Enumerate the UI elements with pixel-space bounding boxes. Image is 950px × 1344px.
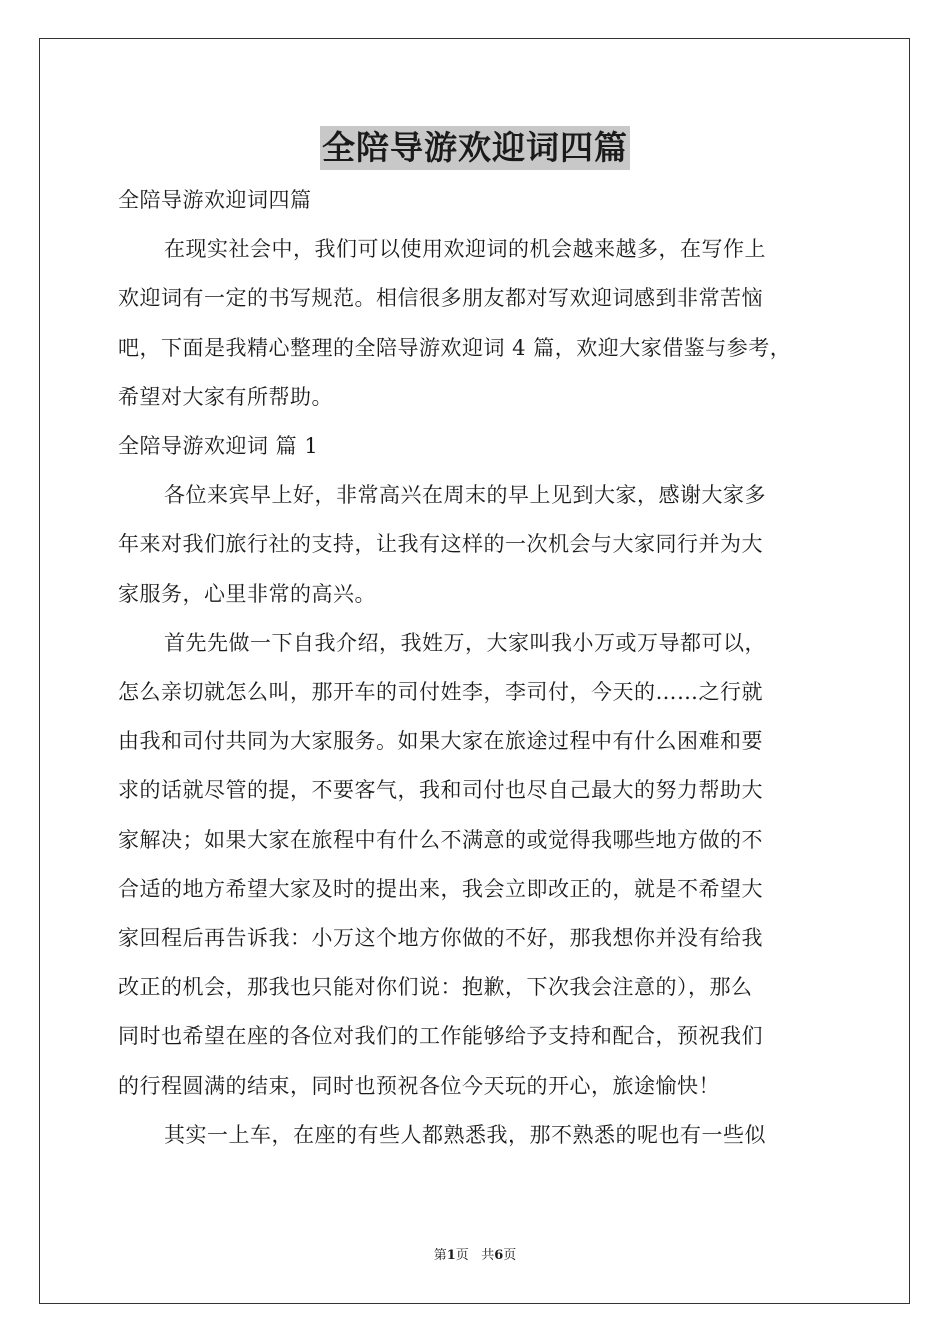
text-line: 希望对大家有所帮助。 — [118, 384, 333, 409]
text-line: 的行程圆满的结束，同时也预祝各位今天玩的开心，旅途愉快！ — [118, 1073, 720, 1098]
text-line: 全陪导游欢迎词 篇 1 — [118, 434, 319, 459]
text-line: 同时也希望在座的各位对我们的工作能够给予支持和配合，预祝我们 — [118, 1024, 763, 1049]
title-container — [0, 126, 950, 170]
text-line: 各位来宾早上好，非常高兴在周末的早上见到大家，感谢大家多 — [164, 483, 766, 508]
page-prefix: 第 — [433, 1248, 447, 1263]
page-suffix: 页 — [455, 1248, 469, 1263]
page-number: 1 — [446, 1248, 456, 1263]
text-line: 改正的机会，那我也只能对你们说：抱歉，下次我会注意的），那么 — [118, 975, 753, 1000]
text-line: 家解决；如果大家在旅程中有什么不满意的或觉得我哪些地方做的不 — [118, 827, 763, 852]
text-line: 由我和司付共同为大家服务。如果大家在旅途过程中有什么困难和要 — [118, 729, 763, 754]
text-line: 吧，下面是我精心整理的全陪导游欢迎词 4 篇，欢迎大家借鉴与参考， — [118, 335, 792, 360]
document-title: 全陪导游欢迎词四篇 — [320, 126, 630, 170]
text-line: 全陪导游欢迎词四篇 — [118, 188, 312, 212]
text-line: 家回程后再告诉我：小万这个地方你做的不好，那我想你并没有给我 — [118, 926, 763, 951]
text-line: 求的话就尽管的提，不要客气，我和司付也尽自己最大的努力帮助大 — [118, 778, 763, 803]
text-line: 家服务，心里非常的高兴。 — [118, 581, 376, 606]
text-line: 在现实社会中，我们可以使用欢迎词的机会越来越多，在写作上 — [164, 237, 766, 262]
total-suffix: 页 — [503, 1248, 517, 1263]
text-line: 怎么亲切就怎么叫，那开车的司付姓李，李司付，今天的……之行就 — [118, 680, 763, 705]
page-footer — [0, 1244, 950, 1263]
text-line: 合适的地方希望大家及时的提出来，我会立即改正的，就是不希望大 — [118, 876, 763, 901]
text-line: 欢迎词有一定的书写规范。相信很多朋友都对写欢迎词感到非常苦恼 — [118, 286, 763, 311]
total-number: 6 — [494, 1248, 504, 1263]
text-line: 其实一上车，在座的有些人都熟悉我，那不熟悉的呢也有一些似 — [164, 1122, 766, 1147]
total-prefix: 共 — [481, 1248, 495, 1263]
document-body — [118, 176, 838, 1160]
text-line: 首先先做一下自我介绍，我姓万，大家叫我小万或万导都可以， — [164, 630, 766, 655]
text-line: 年来对我们旅行社的支持，让我有这样的一次机会与大家同行并为大 — [118, 532, 763, 557]
